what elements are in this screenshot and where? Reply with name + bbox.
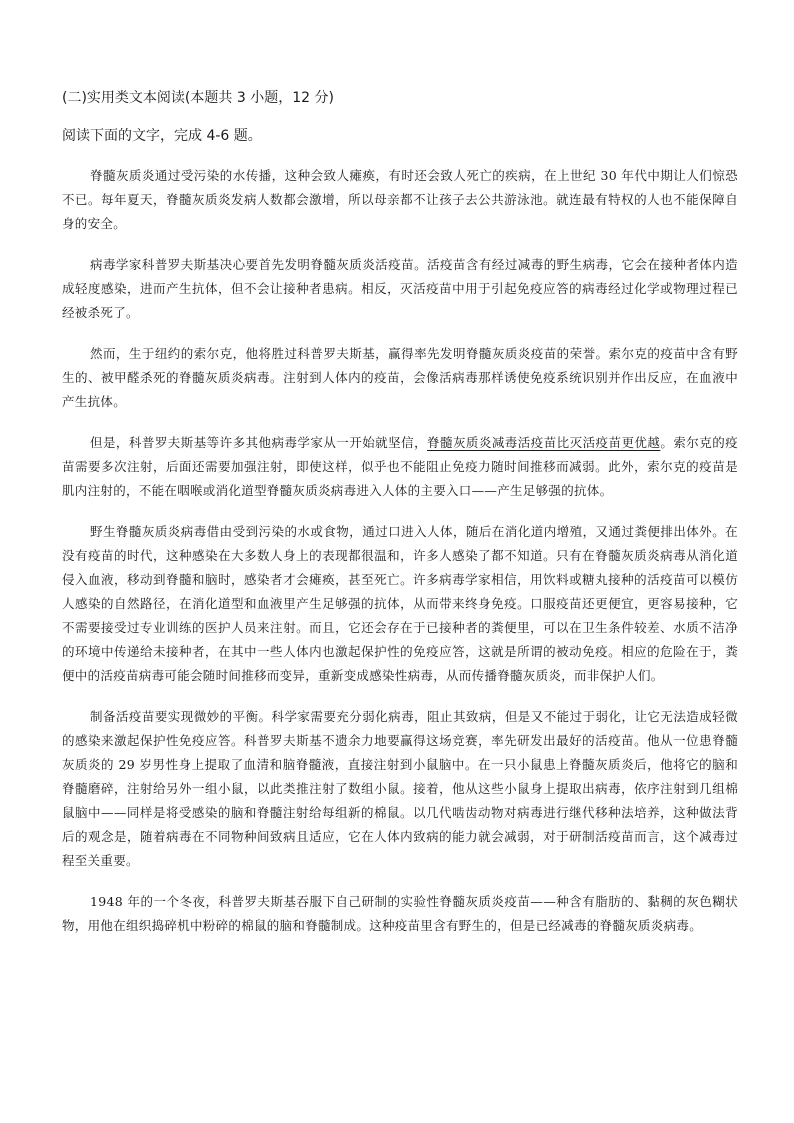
reading-instruction: 阅读下面的文字，完成 4-6 题。: [62, 128, 262, 144]
paragraph-7: 1948 年的一个冬夜，科普罗夫斯基吞服下自己研制的实验性脊髓灰质炎疫苗——种含有脂肪的、黏稠的灰色糊状物，用他在组织捣碎机中粉碎的棉鼠的脑和脊髓制成。这种疫苗里含有野生的，但是已经减毒的脊髓灰质炎病毒。: [62, 894, 738, 933]
section-title: (二)实用类文本阅读(本题共 3 小题，12 分): [62, 90, 334, 106]
paragraph-1: 脊髓灰质炎通过受污染的水传播，这种会致人瘫痪，有时还会致人死亡的疾病，在上世纪 30 年代中期让人们惊恐不已。每年夏天，脊髓灰质炎发病人数都会激增，所以母亲都不让孩子去公共游泳池。就连最有特权的人也不能保障自身的安全。: [62, 168, 738, 231]
paragraph-4-lead: 但是，科普罗夫斯基等许多其他病毒学家从一开始就坚信，: [90, 435, 428, 450]
paragraph-4-rest: 。索尔克的疫苗需要多次注射，后面还需要加强注射，即使这样，似乎也不能阻止免疫力随时间推移而减弱。此外，索尔克的疫苗是肌内注射的，不能在咽喉或消化道型脊髓灰质炎病毒进入人体的主要入口——产生足够强的抗体。: [62, 435, 738, 498]
paragraph-2: 病毒学家科普罗夫斯基决心要首先发明脊髓灰质炎活疫苗。活疫苗含有经过减毒的野生病毒，它会在接种者体内造成轻度感染，进而产生抗体，但不会让接种者患病。相反，灭活疫苗中用于引起免疫应答的病毒经过化学或物理过程已经被杀死了。: [62, 257, 738, 320]
paragraph-4: [62, 431, 738, 503]
document-page: [62, 88, 738, 955]
underlined-sentence: 脊髓灰质炎减毒活疫苗比灭活疫苗更优越: [427, 435, 661, 450]
paragraph-3: 然而，生于纽约的索尔克，他将胜过科普罗夫斯基，赢得率先发明脊髓灰质炎疫苗的荣誉。索尔克的疫苗中含有野生的、被甲醛杀死的脊髓灰质炎病毒。注射到人体内的疫苗，会像活病毒那样诱使免疫系统识别并作出反应，在血液中产生抗体。: [62, 346, 738, 409]
paragraph-5: 野生脊髓灰质炎病毒借由受到污染的水或食物，通过口进入人体，随后在消化道内增殖，又通过粪便排出体外。在没有疫苗的时代，这种感染在大多数人身上的表现都很温和，许多人感染了都不知道。只有在脊髓灰质炎病毒从消化道侵入血液，移动到脊髓和脑时，感染者才会瘫痪，甚至死亡。许多病毒学家相信，用饮料或糖丸接种的活疫苗可以模仿人感染的自然路径，在消化道型和血液里产生足够强的抗体，从而带来终身免疫。口服疫苗还更便宜，更容易接种，它不需要接受过专业训练的医护人员来注射。而且，它还会存在于已接种者的粪便里，可以在卫生条件较差、水质不洁净的环境中传递给未接种者，在其中一些人体内也激起保护性的免疫应答，这就是所谓的被动免疫。相应的危险在于，粪便中的活疫苗病毒可能会随时间推移而变异，重新变成感染性病毒，从而传播脊髓灰质炎，而非保护人们。: [62, 524, 738, 683]
paragraph-6: 制备活疫苗要实现微妙的平衡。科学家需要充分弱化病毒，阻止其致病，但是又不能过于弱化，让它无法造成轻微的感染来激起保护性免疫应答。科普罗夫斯基不遗余力地要赢得这场竞赛，率先研发出最好的活疫苗。他从一位患脊髓灰质炎的 29 岁男性身上提取了血清和脑脊髓液，直接注射到小鼠脑中。在一只小鼠患上脊髓灰质炎后，他将它的脑和脊髓磨碎，注射给另外一组小鼠，以此类推注射了数组小鼠。接着，他从这些小鼠身上提取出病毒，依序注射到几组棉鼠脑中——同样是将受感染的脑和脊髓注射给每组新的棉鼠。以几代啮齿动物对病毒进行继代移种法培养，这种做法背后的观念是，随着病毒在不同物种间致病且适应，它在人体内致病的能力就会减弱，对于研制活疫苗而言，这个减毒过程至关重要。: [62, 709, 738, 868]
